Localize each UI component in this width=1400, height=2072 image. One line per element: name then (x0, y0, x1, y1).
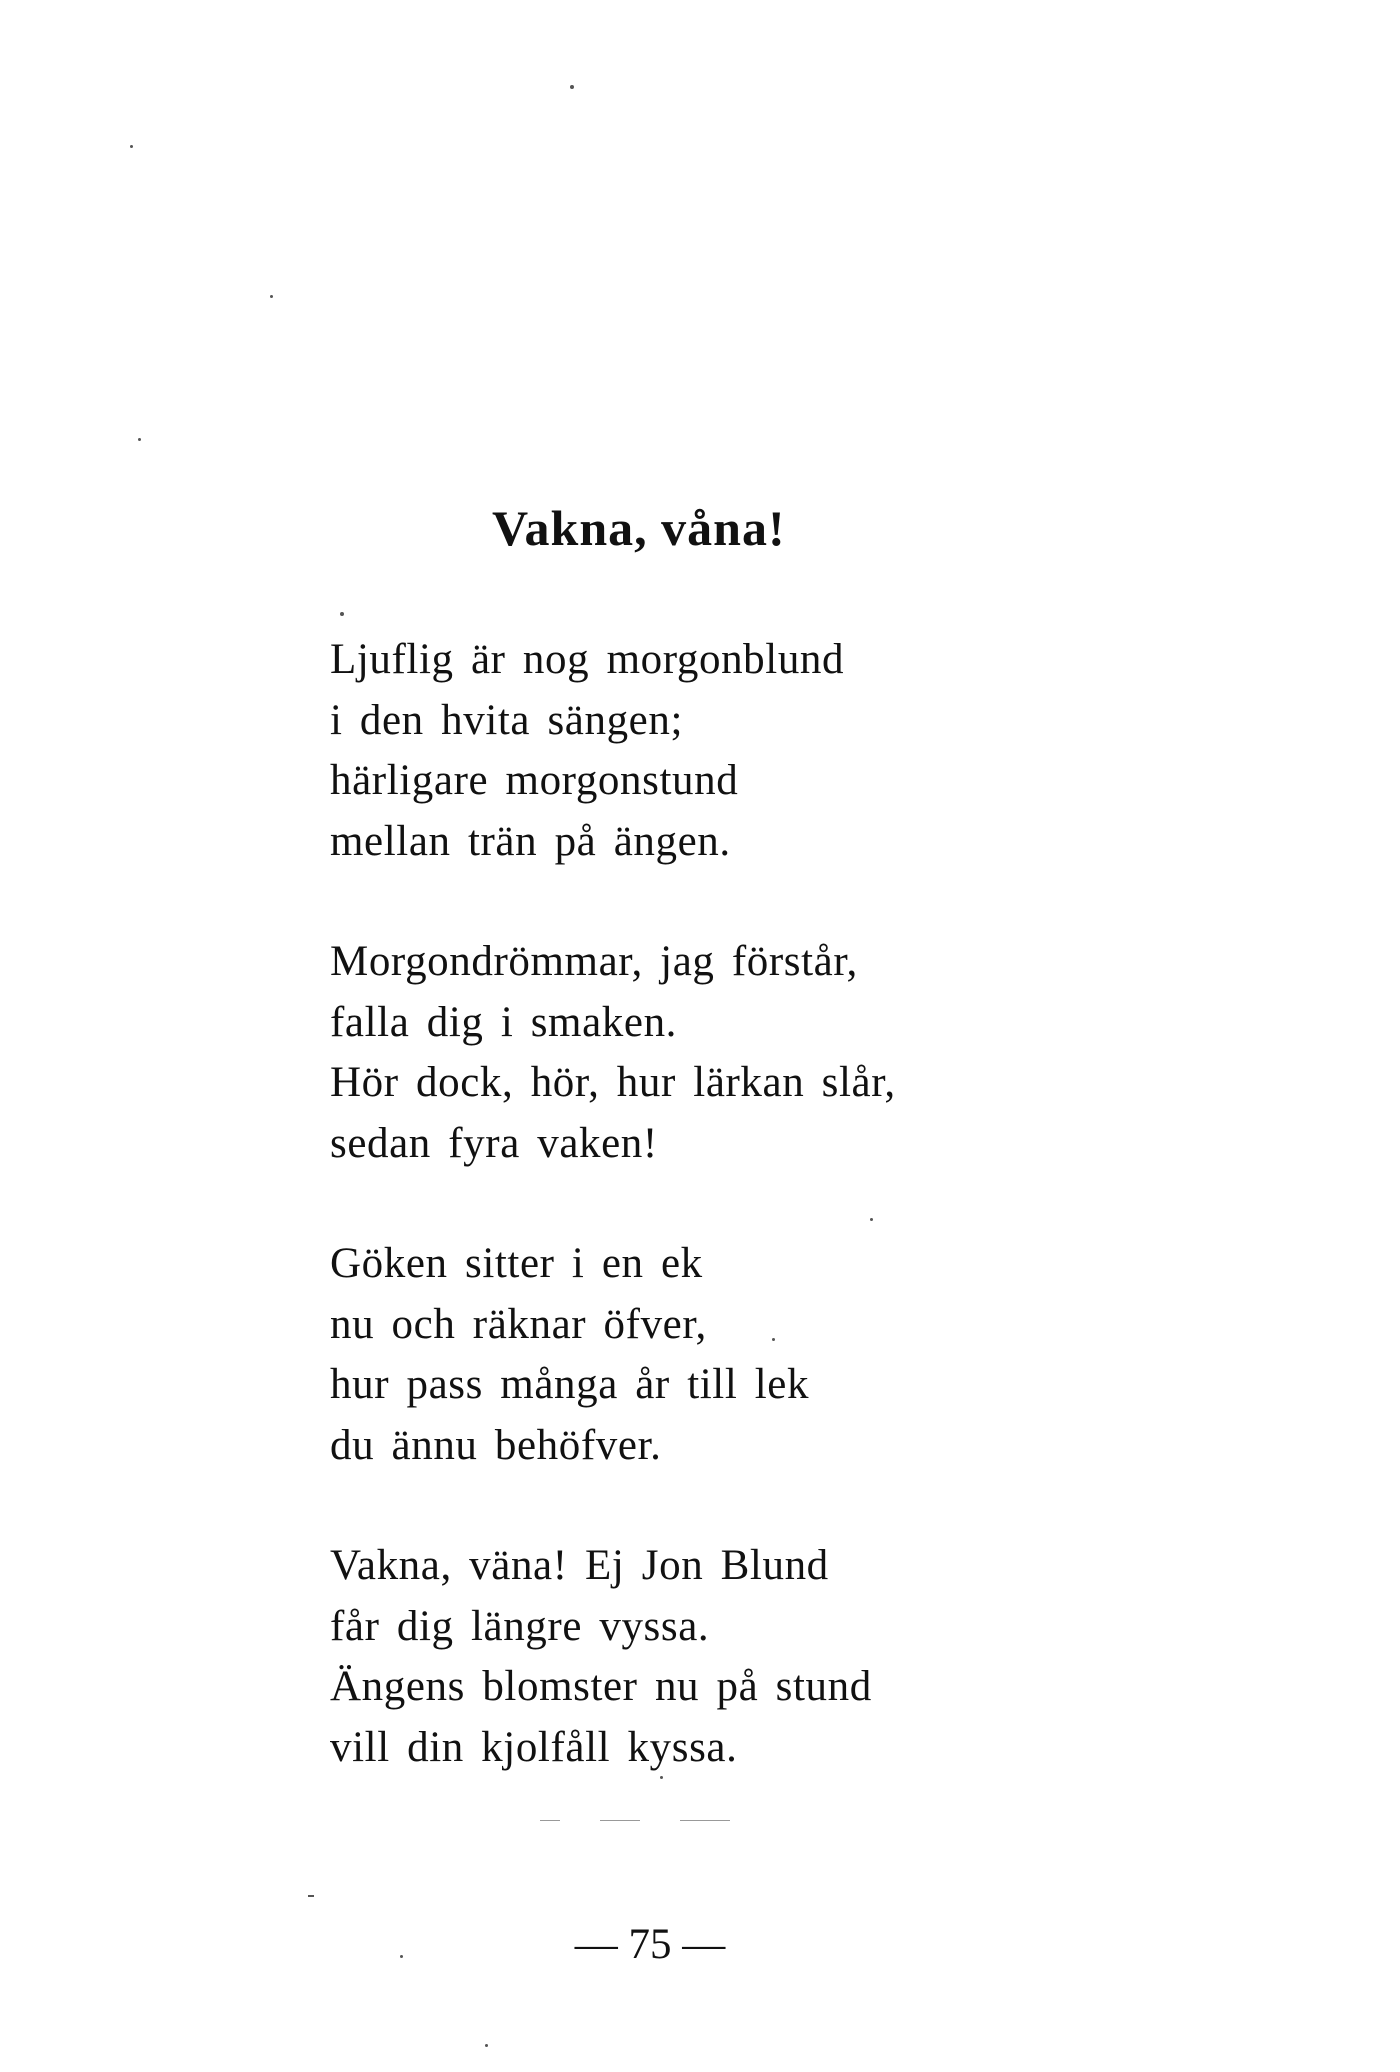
poem-line: Vakna, väna! Ej Jon Blund (330, 1542, 829, 1589)
stanza-1 (330, 630, 1030, 872)
poem-line: sedan fyra vaken! (330, 1119, 658, 1167)
poem-line: härligare morgonstund (330, 757, 739, 804)
poem-line: nu och räknar öfver, (330, 1300, 707, 1348)
scan-rule-fragment (600, 1820, 640, 1821)
poem-line: Morgondrömmar, jag förstår, (330, 938, 858, 985)
scan-rule-fragment (540, 1820, 560, 1821)
poem-line: får dig längre vyssa. (330, 1602, 710, 1650)
poem-line: falla dig i smaken. (330, 998, 678, 1046)
poem-line: Göken sitter i en ek (330, 1240, 703, 1287)
stanza-2 (330, 932, 1030, 1174)
scan-speck (340, 612, 344, 616)
scan-speck (138, 438, 141, 441)
scan-speck (870, 1218, 873, 1221)
stanza-4 (330, 1536, 1030, 1778)
poem-body (330, 630, 1030, 1838)
poem-line: du ännu behöfver. (330, 1421, 662, 1469)
poem-line: hur pass många år till lek (330, 1361, 810, 1408)
scan-speck (772, 1338, 775, 1341)
scan-speck (485, 2044, 488, 2047)
page-number: — 75 — (574, 1921, 726, 1968)
poem-line: vill din kjolfåll kyssa. (330, 1723, 738, 1771)
scan-speck (660, 1776, 663, 1779)
scan-rule-fragment (680, 1820, 730, 1821)
poem-line: mellan trän på ängen. (330, 817, 731, 865)
scan-speck (130, 145, 133, 148)
scan-speck (570, 85, 574, 89)
scan-speck (270, 295, 273, 298)
scan-speck (308, 1895, 314, 1897)
poem-title: Vakna, våna! (492, 500, 786, 556)
stanza-3 (330, 1234, 1030, 1476)
scan-speck (400, 1955, 403, 1958)
poem-line: Hör dock, hör, hur lärkan slår, (330, 1059, 896, 1106)
poem-line: i den hvita sängen; (330, 696, 684, 744)
poem-line: Ängens blomster nu på stund (330, 1663, 872, 1710)
poem-line: Ljuflig är nog morgonblund (330, 636, 845, 683)
